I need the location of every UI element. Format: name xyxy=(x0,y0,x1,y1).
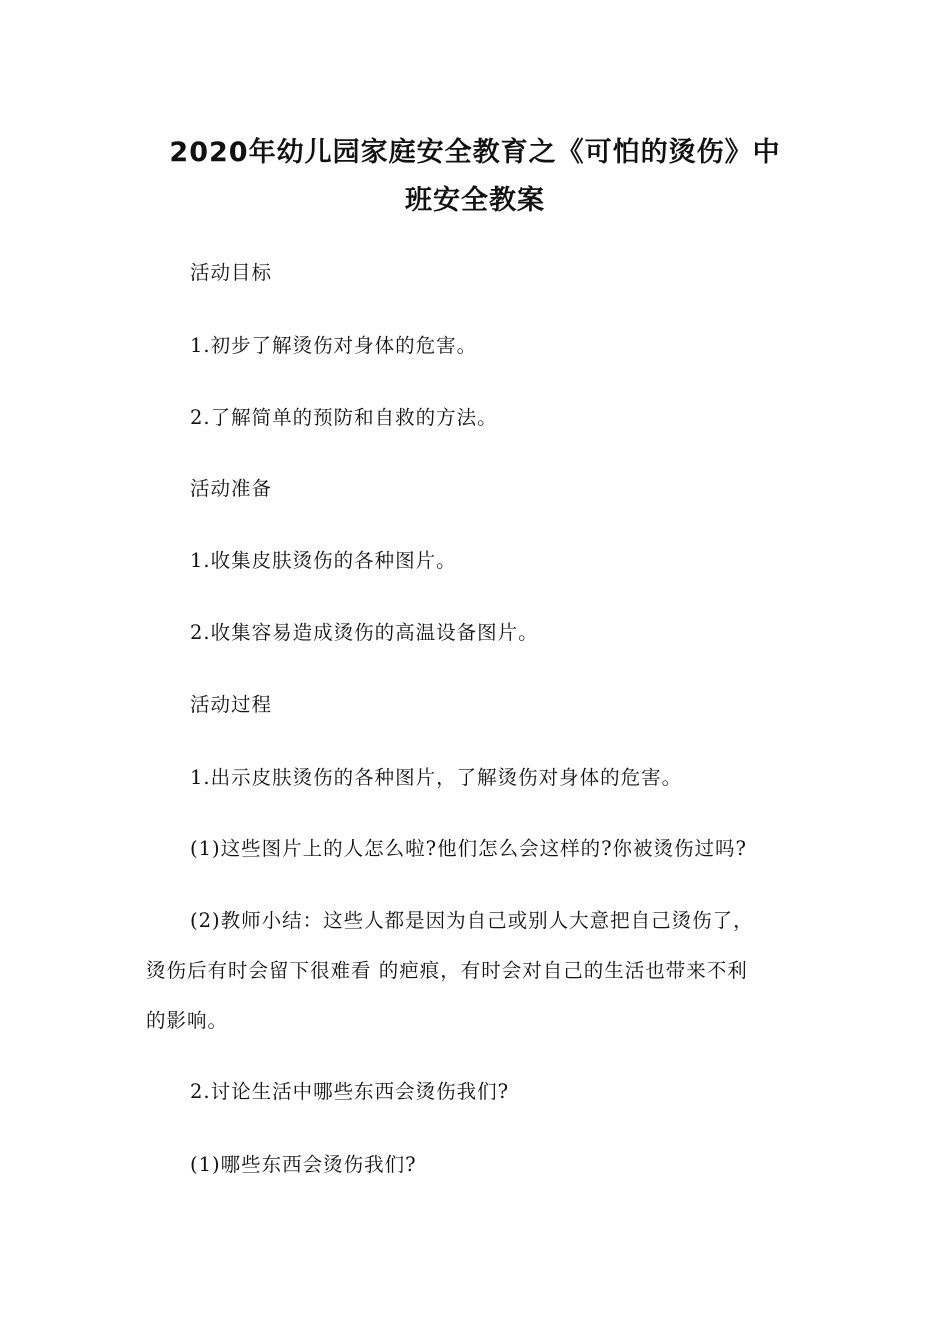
paragraph: 2.收集容易造成烫伤的高温设备图片。 xyxy=(190,621,539,644)
paragraph-continuation: 烫伤后有时会留下很难看 的疤痕，有时会对自己的生活也带来不利 xyxy=(146,959,748,982)
paragraph: (2)教师小结：这些人都是因为自己或别人大意把自己烫伤了， xyxy=(190,909,754,932)
paragraph: 2.讨论生活中哪些东西会烫伤我们? xyxy=(190,1080,510,1103)
document-title-line-1: 2020年幼儿园家庭安全教育之《可怕的烫伤》中 xyxy=(169,137,781,168)
paragraph: 1.收集皮肤烫伤的各种图片。 xyxy=(190,549,457,572)
document-title-line-2: 班安全教案 xyxy=(405,185,545,216)
paragraph: 2.了解简单的预防和自救的方法。 xyxy=(190,406,498,429)
paragraph: 1.初步了解烫伤对身体的危害。 xyxy=(190,334,478,357)
paragraph-continuation: 的影响。 xyxy=(146,1009,229,1032)
paragraph: (1)哪些东西会烫伤我们? xyxy=(190,1153,417,1176)
section-heading-goals: 活动目标 xyxy=(190,261,273,284)
paragraph: (1)这些图片上的人怎么啦?他们怎么会这样的?你被烫伤过吗? xyxy=(190,837,747,860)
section-heading-process: 活动过程 xyxy=(190,693,273,716)
section-heading-preparation: 活动准备 xyxy=(190,477,273,500)
paragraph: 1.出示皮肤烫伤的各种图片，了解烫伤对身体的危害。 xyxy=(190,766,683,789)
